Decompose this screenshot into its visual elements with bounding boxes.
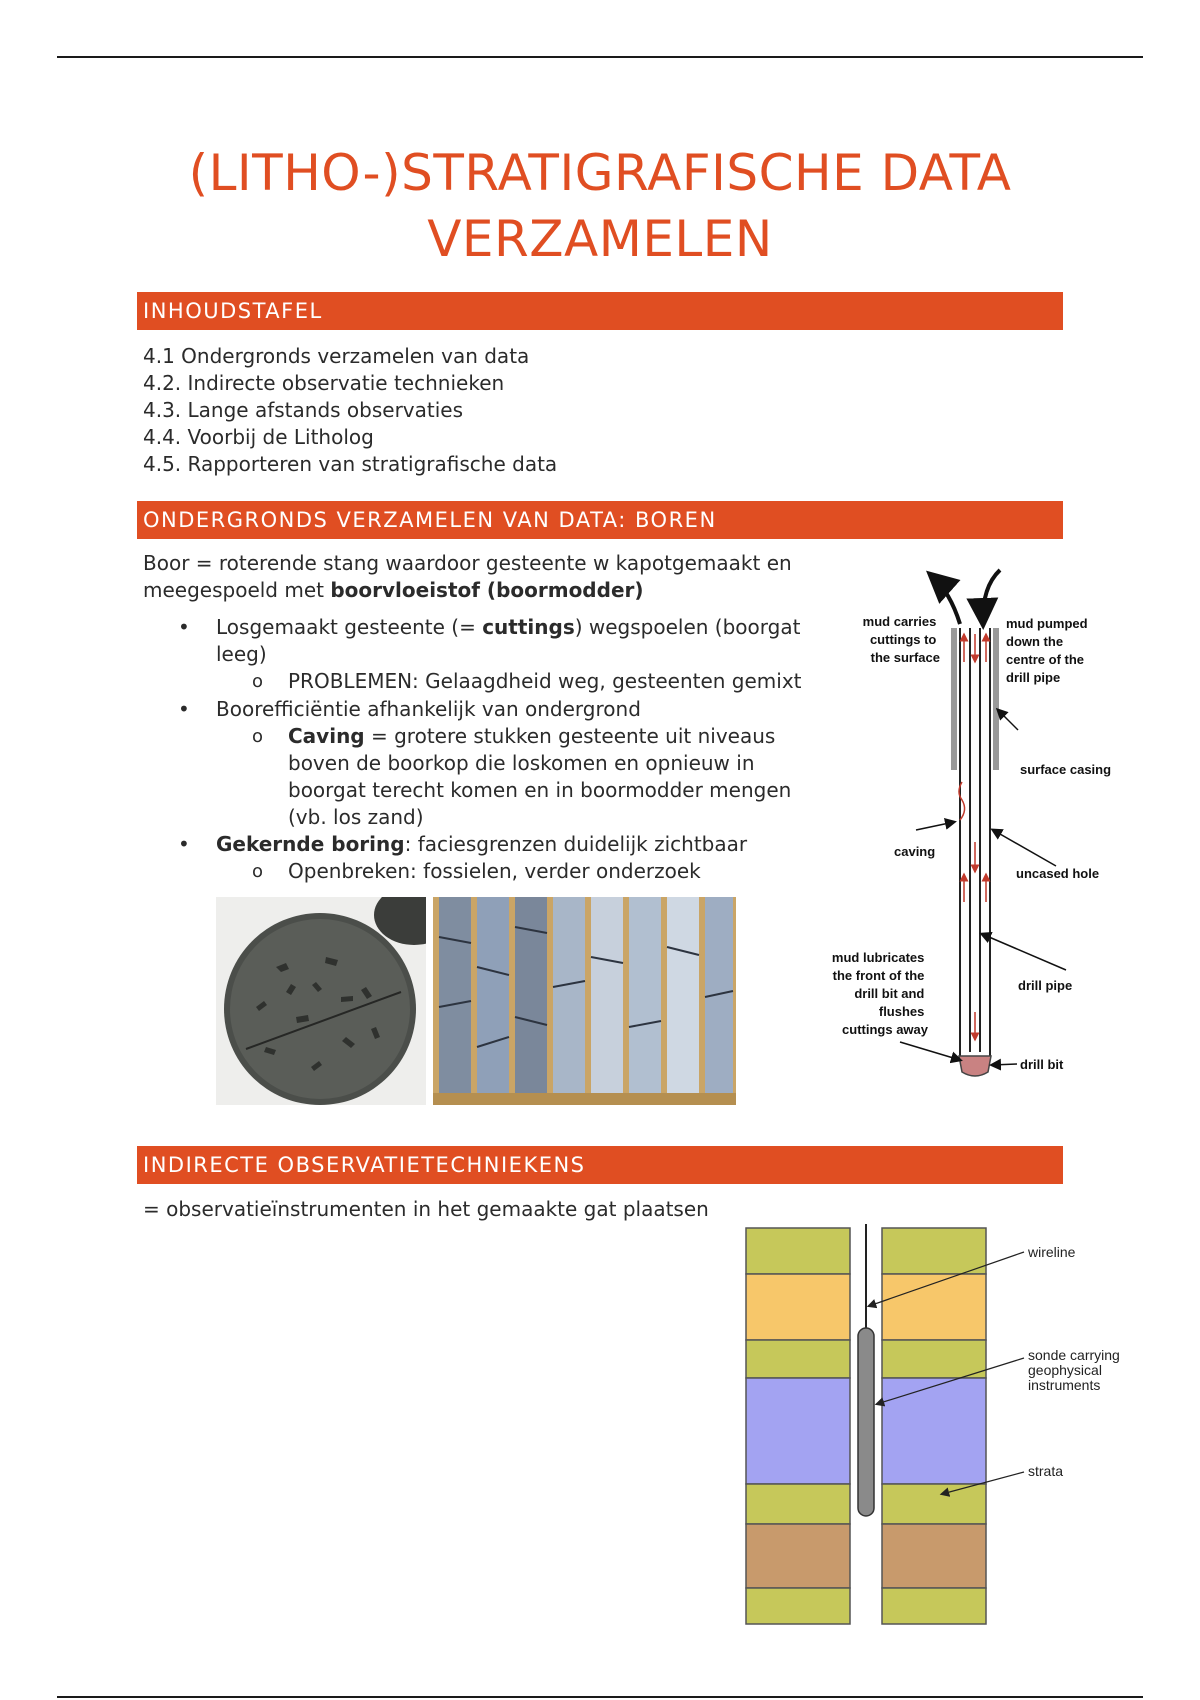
strata-layer <box>882 1484 986 1524</box>
strata-layer <box>882 1378 986 1484</box>
sub-caving-line2: boven de boorkop die loskomen en opnieuw in <box>288 751 755 775</box>
strata-layer <box>746 1340 850 1378</box>
toc-list <box>143 343 557 478</box>
sub-caving-line3: boorgat terecht komen en in boormodder mengen <box>288 778 792 802</box>
sub-glyph: o <box>252 671 264 692</box>
bullet-boorefficientie: Boorefficiëntie afhankelijk van ondergrond <box>216 697 641 721</box>
sub-problemen: PROBLEMEN: Gelaagdheid weg, gesteenten gemixt <box>288 669 802 693</box>
strata-layer <box>882 1588 986 1624</box>
label-drill-pipe: drill pipe <box>1018 978 1073 993</box>
label-surface-casing: surface casing <box>1020 762 1112 777</box>
label-mud-lubricates: mud lubricates the front of the drill bit and flushes cuttings away <box>831 950 928 1037</box>
strata-layer <box>746 1228 850 1274</box>
strata-layer <box>882 1524 986 1588</box>
sonde <box>858 1328 874 1516</box>
strata-layer <box>746 1524 850 1588</box>
label-strata: strata <box>1028 1463 1064 1479</box>
drilling-diagram <box>820 562 1120 1082</box>
strata-layer <box>746 1588 850 1624</box>
bullet-cuttings-line2: leeg) <box>216 642 267 666</box>
bullet-glyph: • <box>178 697 190 721</box>
label-mud-pumped: mud pumped down the centre of the drill pipe <box>1006 616 1088 685</box>
bullet-cuttings: Losgemaakt gesteente (= cuttings) wegspoelen (boorgat <box>216 615 801 639</box>
top-rule <box>57 56 1143 58</box>
label-mud-carries: mud carries cuttings to the surface <box>862 614 940 665</box>
indirect-heading: INDIRECTE OBSERVATIETECHNIEKENS <box>137 1146 1063 1184</box>
boren-intro-line2: meegespoeld met boorvloeistof (boormodder) <box>143 578 644 602</box>
strata-layer <box>882 1228 986 1274</box>
mud-in-arrow <box>983 570 1000 622</box>
bullet-gekernde-boring: Gekernde boring: faciesgrenzen duidelijk zichtbaar <box>216 832 748 856</box>
surface-casing <box>951 628 957 770</box>
strata-layer <box>882 1340 986 1378</box>
bottom-rule <box>57 1696 1143 1698</box>
page-title: (LITHO-)STRATIGRAFISCHE DATA VERZAMELEN <box>188 144 1012 268</box>
core-box-photo <box>433 897 736 1105</box>
label-wireline: wireline <box>1028 1244 1076 1260</box>
sub-glyph: o <box>252 726 264 747</box>
boren-heading: ONDERGRONDS VERZAMELEN VAN DATA: BOREN <box>137 501 1063 539</box>
toc-item[interactable]: 4.5. Rapporteren van stratigrafische data <box>143 452 558 476</box>
toc-item[interactable]: 4.1 Ondergronds verzamelen van data <box>143 344 530 368</box>
strata-layer <box>746 1274 850 1340</box>
boren-intro-line1: Boor = roterende stang waardoor gesteente w kapotgemaakt en <box>143 551 792 575</box>
strata-layer <box>746 1484 850 1524</box>
strata-layer <box>746 1378 850 1484</box>
label-caving: caving <box>894 844 936 859</box>
indirect-intro: = observatieïnstrumenten in het gemaakte gat plaatsen <box>143 1197 709 1221</box>
label-uncased-hole: uncased hole <box>1016 866 1100 881</box>
sub-openbreken: Openbreken: fossielen, verder onderzoek <box>288 859 701 883</box>
label-drill-bit: drill bit <box>1020 1057 1064 1072</box>
label-sonde: sonde carrying geophysical instruments <box>1028 1347 1120 1393</box>
sub-caving-line4: (vb. los zand) <box>288 805 424 829</box>
drill-bit <box>959 1056 991 1076</box>
bullet-glyph: • <box>178 615 190 639</box>
core-slab-photo <box>216 897 426 1105</box>
sub-caving-line1: Caving = grotere stukken gesteente uit niveaus <box>288 724 776 748</box>
toc-item[interactable]: 4.4. Voorbij de Litholog <box>143 425 374 449</box>
toc-heading: INHOUDSTAFEL <box>137 292 1063 330</box>
toc-item[interactable]: 4.3. Lange afstands observaties <box>143 398 464 422</box>
bullet-glyph: • <box>178 832 190 856</box>
wireline-diagram <box>740 1224 1140 1634</box>
sub-glyph: o <box>252 861 264 882</box>
toc-item[interactable]: 4.2. Indirecte observatie technieken <box>143 371 505 395</box>
